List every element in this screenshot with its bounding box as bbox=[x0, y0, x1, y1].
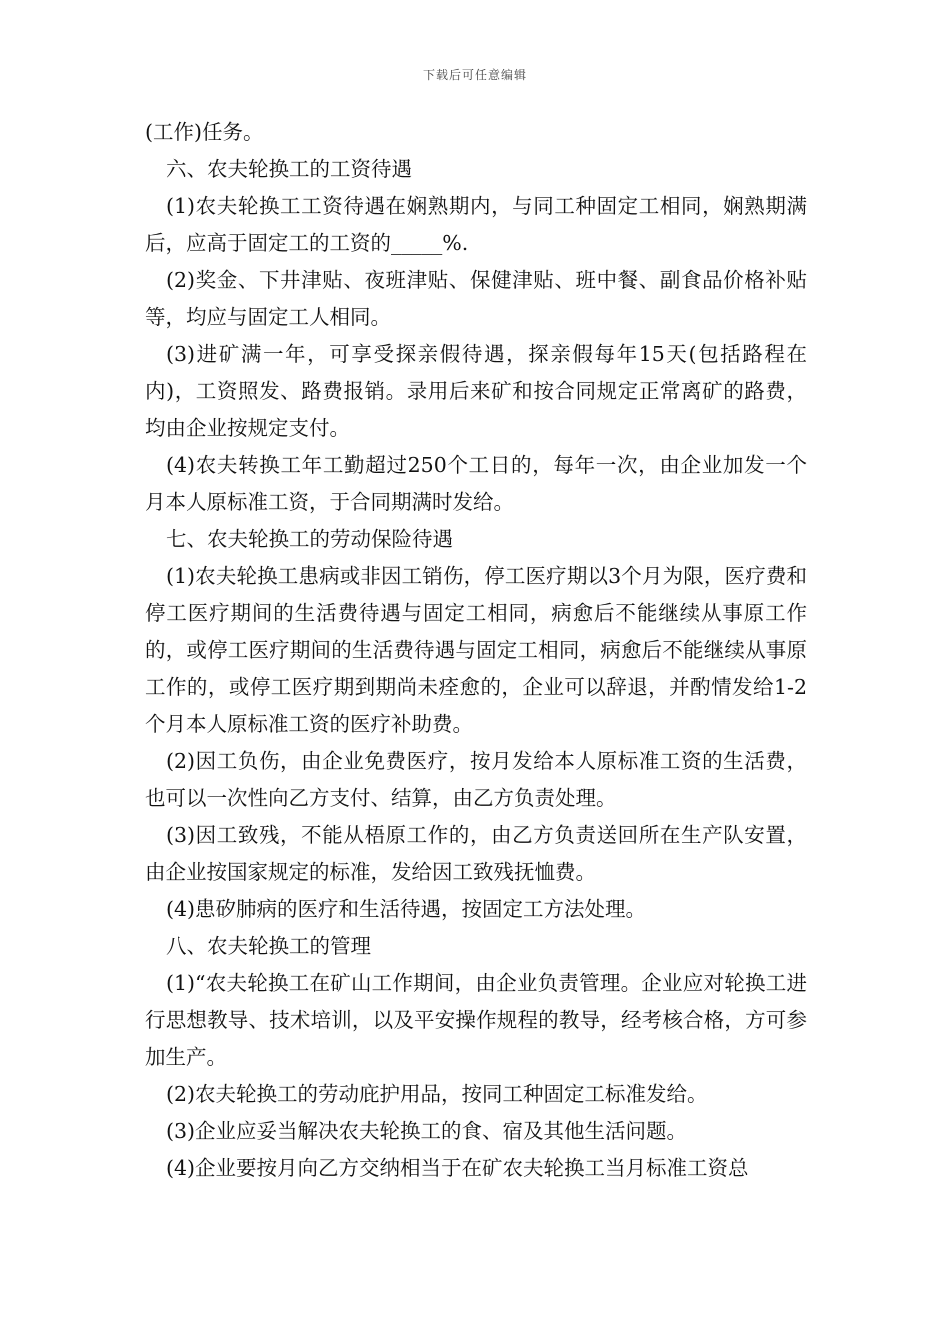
paragraph-item: (1)“农夫轮换工在矿山工作期间，由企业负责管理。企业应对轮换工进行思想教导、技术培训，以及平安操作规程的教导，经考核合格，方可参加生产。 bbox=[145, 971, 807, 1069]
paragraph-item: (1)农夫轮换工患病或非因工销伤，停工医疗期以3个月为限，医疗费和停工医疗期间的生活费待遇与固定工相同，病愈后不能继续从事原工作的，或停工医疗期间的生活费待遇与固定工相同，病愈后不能继续从事原工作的，或停工医疗期到期尚未痊愈的，企业可以辞退，并酌情发给1-2个月本人原标准工资的医疗补助费。 bbox=[145, 564, 807, 736]
paragraph-item: (2)奖金、下井津贴、夜班津贴、保健津贴、班中餐、副食品价格补贴等，均应与固定工人相同。 bbox=[145, 268, 807, 329]
section-heading-8: 八、农夫轮换工的管理 bbox=[166, 934, 371, 958]
paragraph-item: (4)农夫转换工年工勤超过250个工日的，每年一次，由企业加发一个月本人原标准工资，于合同期满时发给。 bbox=[145, 453, 807, 514]
paragraph-item: (2)农夫轮换工的劳动庇护用品，按同工种固定工标准发给。 bbox=[166, 1082, 708, 1106]
page-header-note: 下载后可任意编辑 bbox=[422, 68, 527, 82]
paragraph-continuation: (工作)任务。 bbox=[145, 120, 264, 144]
section-heading-7: 七、农夫轮换工的劳动保险待遇 bbox=[166, 527, 453, 551]
paragraph-item: (3)因工致残，不能从梧原工作的，由乙方负责送回所在生产队安置，由企业按国家规定的标准，发给因工致残抚恤费。 bbox=[145, 823, 807, 884]
section-heading-6: 六、农夫轮换工的工资待遇 bbox=[166, 157, 412, 181]
paragraph-item: (2)因工负伤，由企业免费医疗，按月发给本人原标准工资的生活费，也可以一次性向乙方支付、结算，由乙方负责处理。 bbox=[145, 749, 807, 810]
paragraph-item: (1)农夫轮换工工资待遇在娴熟期内，与同工种固定工相同，娴熟期满后，应高于固定工的工资的_____%. bbox=[145, 194, 807, 255]
paragraph-item: (4)企业要按月向乙方交纳相当于在矿农夫轮换工当月标准工资总 bbox=[166, 1156, 749, 1180]
document-body bbox=[145, 114, 807, 1187]
paragraph-item: (3)企业应妥当解决农夫轮换工的食、宿及其他生活问题。 bbox=[166, 1119, 688, 1143]
paragraph-item: (3)进矿满一年，可享受探亲假待遇，探亲假每年15天(包括路程在内)，工资照发、路费报销。录用后来矿和按合同规定正常离矿的路费，均由企业按规定支付。 bbox=[145, 342, 807, 440]
paragraph-item: (4)患矽肺病的医疗和生活待遇，按固定工方法处理。 bbox=[166, 897, 647, 921]
